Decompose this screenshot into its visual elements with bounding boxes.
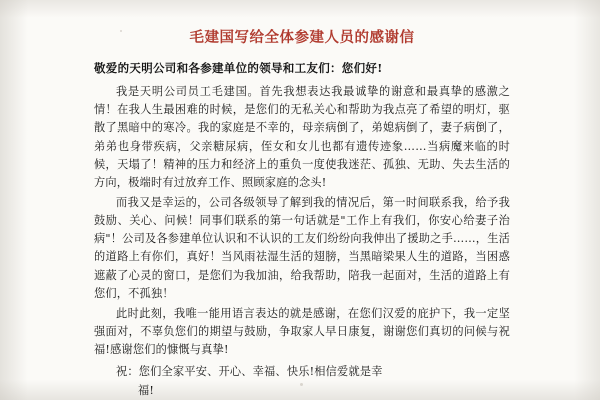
letter-paragraph-2: 而我又是幸运的，公司各级领导了解到我的情况后，第一时间联系我，给予我鼓励、关心、问候！同事们联系的第一句话就是"工作上有我们，你安心给妻子治病"！公司及各参建单位认识和不认识的工友们纷纷向我伸出了援助之手……，生活的道路上有你们，真好！当风雨祛湿生活的翅膀，当黑暗梁果人生的道路，当困惑遮蔽了心灵的窗口，是您们为我加油，给我帮助，陪我一起面对，生活的道路上有您们，不孤独！ (94, 195, 510, 300)
letter-closing-line-2: 福! (138, 384, 155, 398)
letter-paragraph-3: 此时此刻，我唯一能用语言表达的就是感谢，在您们汉爱的庇护下，我一定坚强面对，不辜负您们的期望与鼓励，争取家人早日康复，谢谢您们真切的问候与祝福!感谢您们的慷慨与真挚! (94, 306, 510, 357)
letter-closing-line-1: 祝：您们全家平安、开心、幸福、快乐!相信爱就是幸 (116, 365, 383, 379)
letter-salutation: 敬爱的天明公司和各参建单位的领导和工友们：您们好! (94, 61, 383, 75)
letter-body (88, 14, 516, 398)
letter-paragraph-1: 我是天明公司员工毛建国。首先我想表达我最诚挚的谢意和最真挚的感激之情！在我人生最困难的时候，是您们的无私关心和帮助为我点亮了希望的明灯，驱散了黑暗中的寒冷。我的家庭是不幸的，母亲病倒了，弟媳病倒了，妻子病倒了，弟弟也身带疾病，父亲糖尿病，侄女和女儿也都有遗传迹象……当病魔来临的时候，天塌了！精神的压力和经济上的重负一度使我迷茫、孤独、无助、失去生活的方向，极端时有过放弃工作、照顾家庭的念头! (94, 85, 510, 189)
letter-title: 毛建国写给全体参建人员的感谢信 (189, 29, 415, 46)
